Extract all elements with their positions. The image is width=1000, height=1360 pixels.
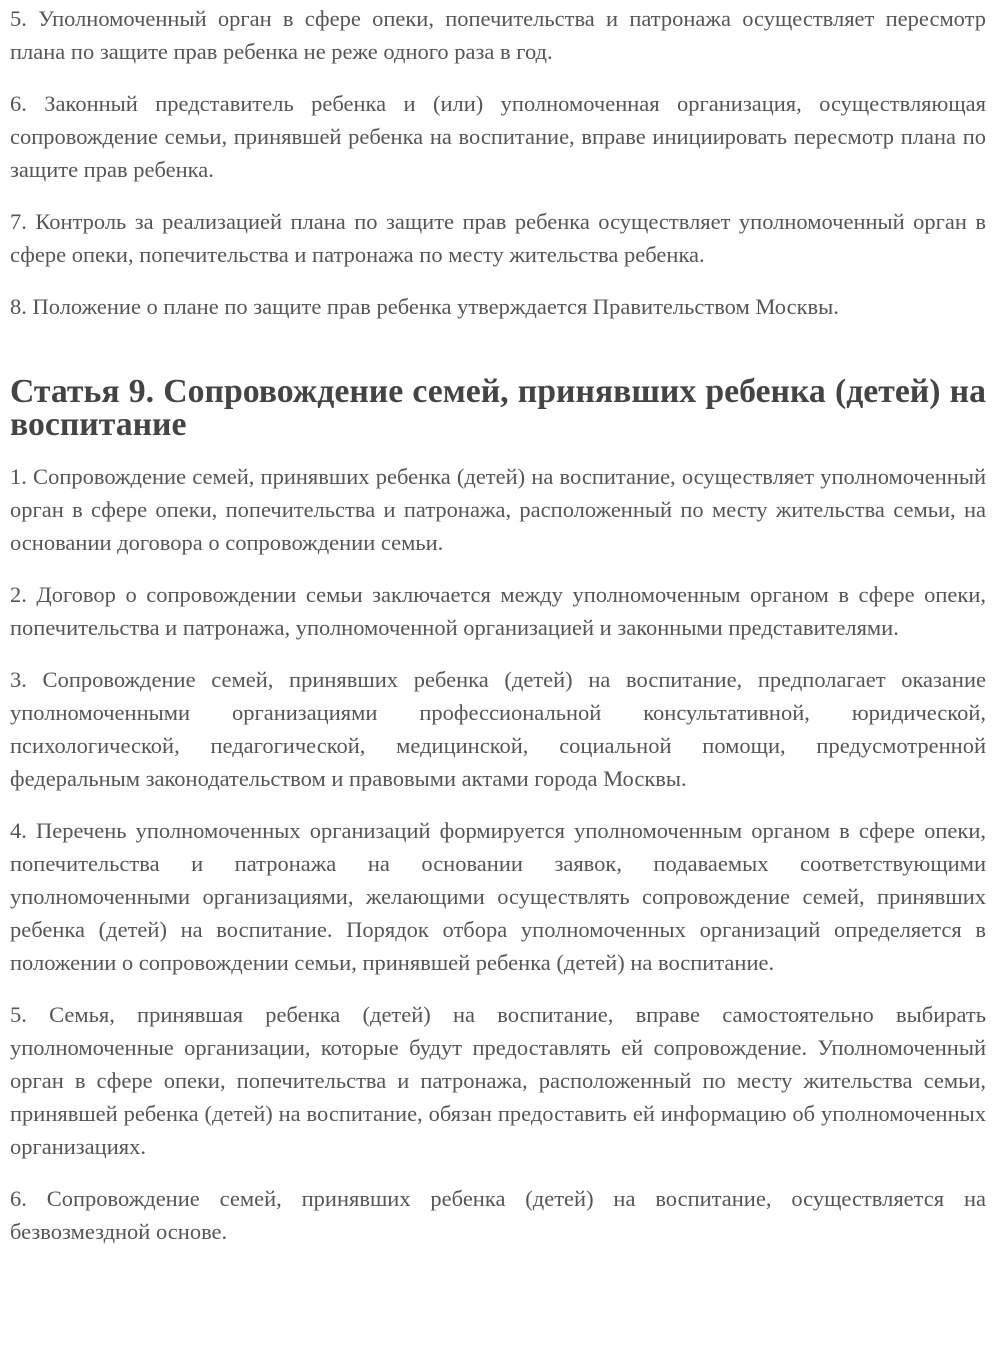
paragraph-8-8: 8. Положение о плане по защите прав ребенка утверждается Правительством Москвы. [10,294,839,319]
document-page [10,2,986,1267]
paragraph-9-4: 4. Перечень уполномоченных организаций формируется уполномоченным органом в сфере опеки, попечительства и патронажа на основании заявок, подаваемых соответствующими уполномоченными организациями, желающими осуществлять сопровождение семей, принявших ребенка (детей) на воспитание. Порядок отбора уполномоченных организаций определяется в положении о сопровождении семьи, принявшей ребенка (детей) на воспитание. [10,818,986,975]
article-9-heading: Статья 9. Сопровождение семей, принявших ребенка (детей) на воспитание [10,373,986,443]
paragraph-9-3: 3. Сопровождение семей, принявших ребенка (детей) на воспитание, предполагает оказание уполномоченными организациями профессиональной консультативной, юридической, психологической, педагогической, медицинской, социальной помощи, предусмотренной федеральным законодательством и правовыми актами города Москвы. [10,667,986,791]
paragraph-9-5: 5. Семья, принявшая ребенка (детей) на воспитание, вправе самостоятельно выбирать уполномоченные организации, которые будут предоставлять ей сопровождение. Уполномоченный орган в сфере опеки, попечительства и патронажа, расположенный по месту жительства семьи, принявшей ребенка (детей) на воспитание, обязан предоставить ей информацию об уполномоченных организациях. [10,1002,986,1159]
paragraph-9-1: 1. Сопровождение семей, принявших ребенка (детей) на воспитание, осуществляет уполномоченный орган в сфере опеки, попечительства и патронажа, расположенный по месту жительства семьи, на основании договора о сопровождении семьи. [10,464,986,555]
paragraph-8-5: 5. Уполномоченный орган в сфере опеки, попечительства и патронажа осуществляет пересмотр плана по защите прав ребенка не реже одного раза в год. [10,6,986,64]
paragraph-9-6: 6. Сопровождение семей, принявших ребенка (детей) на воспитание, осуществляется на безвозмездной основе. [10,1186,986,1244]
paragraph-8-6: 6. Законный представитель ребенка и (или) уполномоченная организация, осуществляющая сопровождение семьи, принявшей ребенка на воспитание, вправе инициировать пересмотр плана по защите прав ребенка. [10,91,986,182]
paragraph-8-7: 7. Контроль за реализацией плана по защите прав ребенка осуществляет уполномоченный орган в сфере опеки, попечительства и патронажа по месту жительства ребенка. [10,209,986,267]
paragraph-9-2: 2. Договор о сопровождении семьи заключается между уполномоченным органом в сфере опеки, попечительства и патронажа, уполномоченной организацией и законными представителями. [10,582,986,640]
